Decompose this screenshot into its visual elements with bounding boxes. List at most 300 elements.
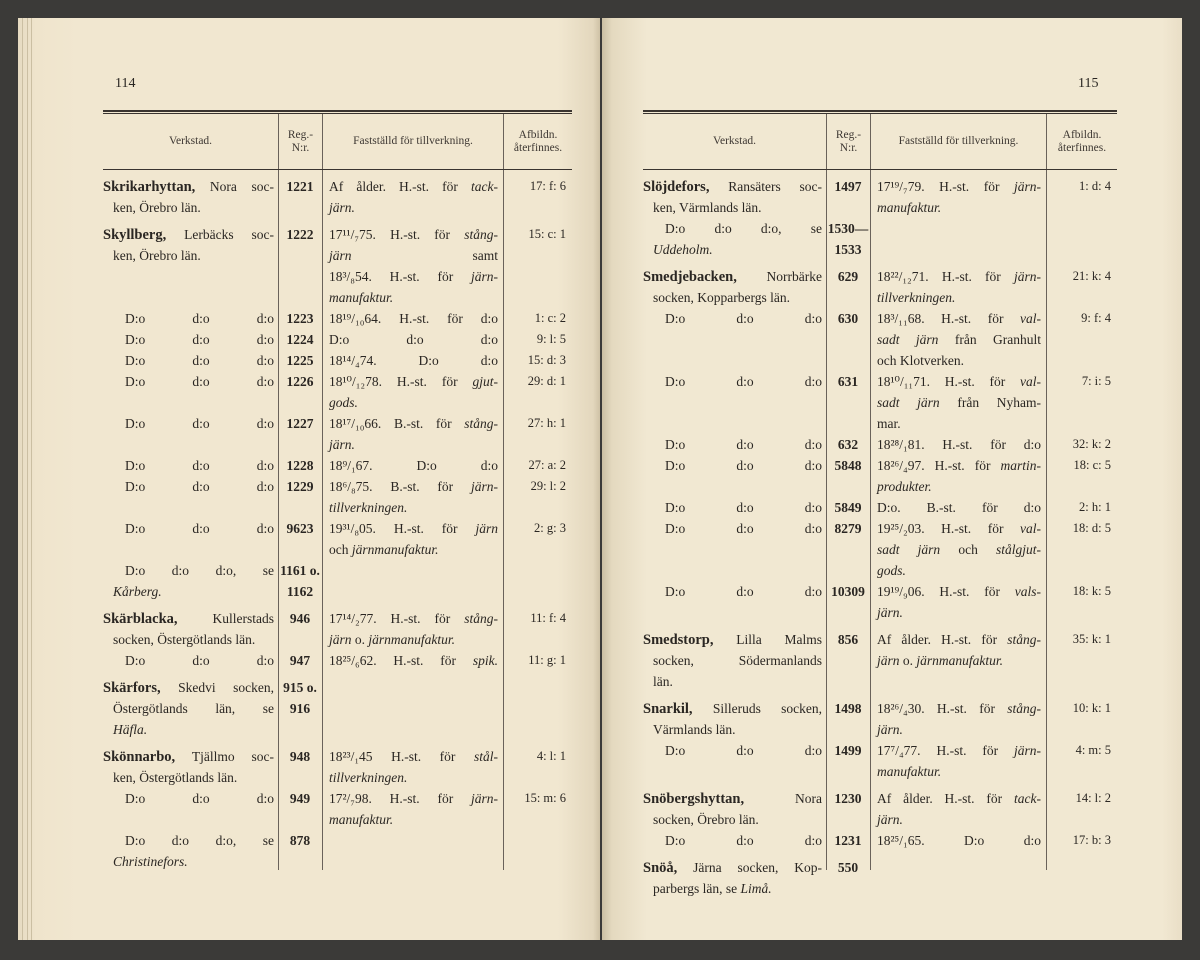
italic-text: järn. — [877, 812, 903, 827]
text-segment: Nora soc- — [195, 179, 274, 194]
approval-cell — [870, 788, 1046, 830]
text-line: 630 — [837, 311, 859, 326]
approval-cell — [322, 455, 503, 476]
italic-text: järn — [877, 653, 900, 668]
column-header-approved-for-label: Fastställd för tillverkning. — [898, 135, 1019, 147]
italic-text: järn — [475, 521, 498, 536]
italic-text: järnmanufaktur. — [916, 653, 1004, 668]
text-line: D:o d:o d:o — [125, 521, 274, 536]
text-segment: 18²⁶/₄97. H.-st. för — [877, 458, 1001, 473]
reg-no-cell — [826, 266, 870, 308]
text-segment: 17¹⁴/₂77. H.-st. för — [329, 611, 465, 626]
workshop-name: Snarkil, — [643, 701, 693, 717]
text-segment: Af ålder. H.-st. för — [877, 791, 1015, 806]
table-row — [643, 629, 1117, 692]
italic-text: järn. — [329, 200, 355, 215]
text-line — [870, 650, 1046, 671]
reg-no-cell — [826, 218, 870, 260]
reg-no-cell — [826, 371, 870, 434]
italic-text: tack- — [1014, 791, 1041, 806]
figure-ref-cell — [503, 413, 572, 455]
reg-no-cell — [278, 677, 322, 740]
figure-ref-cell — [503, 308, 572, 329]
reg-no-cell — [826, 518, 870, 581]
text-line — [870, 455, 1046, 476]
text-segment: Kullerstads — [177, 611, 274, 626]
text-line — [322, 413, 503, 434]
italic-text: järn- — [1014, 269, 1041, 284]
text-line — [322, 371, 503, 392]
italic-text: gods. — [877, 563, 906, 578]
text-line: 11: g: 1 — [528, 653, 566, 667]
workshop-name: Skyllberg, — [103, 227, 167, 243]
italic-text: val- — [1020, 311, 1041, 326]
table-row — [643, 218, 1117, 260]
reg-no-cell — [826, 434, 870, 455]
italic-text: tillverkningen. — [329, 500, 408, 515]
workshop-cell — [643, 455, 826, 497]
text-line: 9: f: 4 — [1081, 311, 1111, 325]
text-line — [322, 266, 503, 287]
approval-cell — [322, 413, 503, 455]
text-line: D:o d:o d:o, se — [665, 221, 822, 236]
text-line: D:o d:o d:o — [125, 332, 274, 347]
text-line: 550 — [837, 860, 859, 875]
text-line — [870, 602, 1046, 623]
text-line: D:o d:o d:o — [125, 416, 274, 431]
text-line: och Klotverken. — [877, 353, 964, 368]
text-line — [870, 176, 1046, 197]
workshop-cell — [103, 518, 278, 560]
workshop-cell — [103, 413, 278, 455]
text-line: 18¹⁴/₄74. D:o d:o — [329, 353, 498, 368]
column-header-reg-no-label: Reg.- N:r. — [835, 128, 862, 154]
table-row — [103, 371, 572, 413]
approval-cell — [322, 350, 503, 371]
text-line: 18⁹/₁67. D:o d:o — [329, 458, 498, 473]
text-line: 1498 — [834, 701, 862, 716]
text-line — [870, 197, 1046, 218]
italic-text: järn- — [471, 479, 498, 494]
workshop-cell — [643, 308, 826, 371]
approval-cell — [870, 857, 1046, 899]
text-line: 1162 — [286, 584, 314, 599]
text-line: Värmlands län. — [653, 722, 736, 737]
text-line: 8279 — [834, 521, 862, 536]
text-line: D:o d:o d:o — [125, 458, 274, 473]
text-line — [103, 677, 278, 698]
text-line: socken, Kopparbergs län. — [653, 290, 790, 305]
table-row — [643, 857, 1117, 899]
italic-text: Häfla. — [113, 722, 148, 737]
figure-ref-cell — [1046, 308, 1117, 371]
figure-ref-cell — [503, 608, 572, 650]
workshop-cell — [643, 497, 826, 518]
text-line: D:o d:o d:o — [125, 311, 274, 326]
italic-text: järn- — [1014, 179, 1041, 194]
text-line — [322, 650, 503, 671]
workshop-cell — [643, 518, 826, 581]
text-line — [322, 287, 503, 308]
text-line: D:o d:o d:o — [125, 374, 274, 389]
text-line: 21: k: 4 — [1072, 269, 1111, 283]
italic-text: val- — [1020, 374, 1041, 389]
approval-cell — [322, 224, 503, 308]
reg-no-cell — [826, 740, 870, 782]
text-line: 1499 — [834, 743, 862, 758]
column-header-figure-label: Afbildn. återfinnes. — [513, 128, 563, 154]
text-segment: 18¹⁰/₁₂78. H.-st. för — [329, 374, 473, 389]
reg-no-cell — [278, 650, 322, 671]
text-line: 10: k: 1 — [1072, 701, 1111, 715]
text-line: 948 — [289, 749, 311, 764]
text-segment: 19³¹/₈05. H.-st. för — [329, 521, 476, 536]
text-line: 29: d: 1 — [527, 374, 566, 388]
text-line: D:o d:o d:o — [665, 437, 822, 452]
workshop-cell — [643, 698, 826, 740]
text-line: 1222 — [286, 227, 314, 242]
text-line: 27: a: 2 — [528, 458, 566, 472]
table-row — [103, 308, 572, 329]
workshop-name: Snöbergshyttan, — [643, 791, 745, 807]
workshop-cell — [643, 629, 826, 692]
italic-text: stång- — [1007, 632, 1041, 647]
text-segment: och — [940, 542, 996, 557]
workshop-cell — [103, 560, 278, 602]
text-line — [870, 392, 1046, 413]
figure-ref-cell — [1046, 857, 1117, 899]
italic-text: gjut- — [472, 374, 498, 389]
italic-text: järnmanufaktur. — [351, 542, 439, 557]
text-segment: från Nyham- — [939, 395, 1041, 410]
reg-no-cell — [278, 560, 322, 602]
column-header-figure-label: Afbildn. återfinnes. — [1057, 128, 1107, 154]
figure-ref-cell — [503, 560, 572, 602]
italic-text: vals- — [1014, 584, 1041, 599]
column-header-workshop-label: Verkstad. — [168, 135, 213, 147]
text-line — [643, 698, 826, 719]
figure-ref-cell — [1046, 698, 1117, 740]
figure-ref-cell — [1046, 176, 1117, 218]
column-header-figure — [1046, 114, 1117, 169]
text-line — [103, 851, 278, 872]
text-segment: samt — [351, 248, 498, 263]
workshop-cell — [643, 266, 826, 308]
workshop-cell — [643, 740, 826, 782]
text-line: 1230 — [834, 791, 862, 806]
text-segment: Lerbäcks soc- — [166, 227, 274, 242]
approval-cell — [322, 476, 503, 518]
workshop-cell — [103, 224, 278, 308]
italic-text: gods. — [329, 395, 358, 410]
text-line — [322, 767, 503, 788]
workshop-cell — [643, 830, 826, 851]
text-line: 632 — [837, 437, 859, 452]
workshop-cell — [103, 830, 278, 872]
reg-no-cell — [278, 413, 322, 455]
text-line — [870, 371, 1046, 392]
text-line: D:o d:o d:o — [665, 311, 822, 326]
workshop-name: Smedstorp, — [643, 632, 714, 648]
text-line: D:o d:o d:o — [125, 353, 274, 368]
right-page — [602, 18, 1182, 940]
table-row — [103, 650, 572, 671]
text-line — [870, 329, 1046, 350]
text-line — [103, 608, 278, 629]
approval-cell — [870, 497, 1046, 518]
text-line: 915 o. — [283, 680, 317, 695]
text-line: 10309 — [831, 584, 865, 599]
text-line — [870, 266, 1046, 287]
table-rows — [643, 176, 1117, 899]
approval-cell — [870, 455, 1046, 497]
workshop-name: Skärfors, — [103, 680, 161, 696]
text-line: D:o d:o d:o — [665, 584, 822, 599]
text-line — [322, 518, 503, 539]
text-line: 27: h: 1 — [527, 416, 566, 430]
text-line — [322, 497, 503, 518]
workshop-cell — [103, 329, 278, 350]
workshop-cell — [643, 581, 826, 623]
italic-text: sadt järn — [877, 542, 941, 557]
table-row — [643, 581, 1117, 623]
text-line — [870, 761, 1046, 782]
workshop-cell — [103, 371, 278, 413]
text-segment: Silleruds socken, — [692, 701, 822, 716]
text-segment: 18²³/₁45 H.-st. för — [329, 749, 474, 764]
text-segment: Lilla Malms — [713, 632, 822, 647]
workshop-cell — [103, 308, 278, 329]
text-line: D:o d:o d:o, se — [125, 563, 274, 578]
column-header-workshop — [103, 114, 278, 169]
text-line: 1225 — [286, 353, 314, 368]
text-line: 15: c: 1 — [528, 227, 566, 241]
figure-ref-cell — [1046, 740, 1117, 782]
italic-text: stål- — [473, 749, 498, 764]
figure-ref-cell — [503, 830, 572, 872]
text-line: 629 — [837, 269, 859, 284]
page-edge — [27, 18, 28, 940]
table-row — [643, 497, 1117, 518]
text-line: 18²⁸/₁81. H.-st. för d:o — [877, 437, 1041, 452]
text-line: 916 — [289, 701, 311, 716]
table-row — [643, 698, 1117, 740]
workshop-cell — [103, 176, 278, 218]
reg-no-cell — [278, 176, 322, 218]
text-line: 949 — [289, 791, 311, 806]
approval-cell — [322, 560, 503, 602]
italic-text: järn. — [877, 722, 903, 737]
text-line: 11: f: 4 — [530, 611, 566, 625]
text-segment: 17¹¹/₇75. H.-st. för — [329, 227, 465, 242]
text-segment: 19²⁵/₂03. H.-st. för — [877, 521, 1020, 536]
italic-text: stång- — [464, 227, 498, 242]
text-line: D:o d:o d:o — [665, 743, 822, 758]
table-row — [103, 176, 572, 218]
figure-ref-cell — [1046, 455, 1117, 497]
text-line — [870, 539, 1046, 560]
workshop-name: Snöå, — [643, 860, 678, 876]
column-header-approved-for — [870, 114, 1046, 169]
figure-ref-cell — [503, 476, 572, 518]
text-line: 1533 — [834, 242, 862, 257]
workshop-cell — [103, 350, 278, 371]
table-row — [103, 830, 572, 872]
text-segment: o. — [351, 632, 369, 647]
reg-no-cell — [278, 329, 322, 350]
reg-no-cell — [278, 746, 322, 788]
text-segment: 17¹⁹/₇79. H.-st. för — [877, 179, 1014, 194]
text-line — [322, 224, 503, 245]
reg-no-cell — [278, 455, 322, 476]
text-segment: Norrbärke — [736, 269, 822, 284]
figure-ref-cell — [1046, 830, 1117, 851]
table-body — [103, 170, 572, 870]
italic-text: järn- — [471, 791, 498, 806]
table-row — [103, 476, 572, 518]
workshop-cell — [103, 476, 278, 518]
table-row — [643, 371, 1117, 434]
text-line: 15: m: 6 — [524, 791, 566, 805]
table-row — [643, 308, 1117, 371]
table-row — [103, 560, 572, 602]
text-line: 9623 — [286, 521, 314, 536]
text-line: 1229 — [286, 479, 314, 494]
text-line — [322, 476, 503, 497]
table-row — [643, 266, 1117, 308]
approval-cell — [322, 308, 503, 329]
reg-no-cell — [278, 608, 322, 650]
text-segment: 18²⁵/₆62. H.-st. för — [329, 653, 473, 668]
italic-text: Limå. — [740, 881, 772, 896]
table-row — [103, 677, 572, 740]
text-line: ken, Örebro län. — [113, 200, 201, 215]
text-line: D:o d:o d:o — [665, 833, 822, 848]
left-page — [18, 18, 600, 940]
text-line — [322, 539, 503, 560]
text-segment: 18³/₁₁68. H.-st. för — [877, 311, 1020, 326]
workshop-cell — [103, 455, 278, 476]
italic-text: manufaktur. — [877, 200, 942, 215]
italic-text: järn — [329, 632, 352, 647]
table-row — [103, 413, 572, 455]
text-line: 1226 — [286, 374, 314, 389]
text-line — [643, 266, 826, 287]
table-body — [643, 170, 1117, 896]
italic-text: stålgjut- — [995, 542, 1041, 557]
text-segment: från Granhult — [938, 332, 1041, 347]
table-row — [643, 455, 1117, 497]
workshop-name: Skärblacka, — [103, 611, 178, 627]
approval-cell — [870, 218, 1046, 260]
reg-no-cell — [826, 455, 870, 497]
text-line — [103, 176, 278, 197]
page-edge — [31, 18, 32, 940]
text-line: 17: f: 6 — [529, 179, 566, 193]
italic-text: martin- — [1000, 458, 1041, 473]
text-segment: 18¹⁷/₁₀66. B.-st. för — [329, 416, 465, 431]
approval-cell — [322, 371, 503, 413]
text-line: D:o. B.-st. för d:o — [877, 500, 1041, 515]
reg-no-cell — [826, 857, 870, 899]
figure-ref-cell — [503, 329, 572, 350]
reg-no-cell — [826, 629, 870, 692]
text-line: D:o d:o d:o — [125, 653, 274, 668]
text-line: 18: d: 5 — [1072, 521, 1111, 535]
text-line: 1228 — [286, 458, 314, 473]
figure-ref-cell — [503, 350, 572, 371]
text-line: 1: d: 4 — [1079, 179, 1111, 193]
approval-cell — [870, 266, 1046, 308]
text-segment: och — [329, 542, 352, 557]
text-segment: 18²⁶/₄30. H.-st. för — [877, 701, 1008, 716]
workshop-cell — [643, 371, 826, 434]
text-line — [322, 746, 503, 767]
workshop-cell — [643, 176, 826, 218]
text-segment: Af ålder. H.-st. för — [877, 632, 1008, 647]
figure-ref-cell — [503, 677, 572, 740]
text-line: 15: d: 3 — [527, 353, 566, 367]
text-line — [643, 176, 826, 197]
text-line: D:o d:o d:o — [125, 791, 274, 806]
table-row — [643, 176, 1117, 218]
text-segment: 19¹⁹/₉06. H.-st. för — [877, 584, 1015, 599]
text-line: 1497 — [834, 179, 862, 194]
approval-cell — [870, 740, 1046, 782]
italic-text: manufaktur. — [877, 764, 942, 779]
workshop-name: Skrikarhyttan, — [103, 179, 196, 195]
text-line: 5848 — [834, 458, 862, 473]
figure-ref-cell — [1046, 788, 1117, 830]
text-line — [870, 698, 1046, 719]
text-line: 946 — [289, 611, 311, 626]
table-row — [103, 455, 572, 476]
italic-text: tack- — [471, 179, 498, 194]
text-line: 17: b: 3 — [1072, 833, 1111, 847]
text-line — [870, 719, 1046, 740]
text-line — [870, 629, 1046, 650]
column-header-approved-for-label: Fastställd för tillverkning. — [353, 135, 473, 147]
reg-no-cell — [278, 371, 322, 413]
text-line: 5849 — [834, 500, 862, 515]
italic-text: järn. — [877, 605, 903, 620]
column-header-reg-no-label: Reg.- N:r. — [287, 128, 314, 154]
workshop-name: Smedjebacken, — [643, 269, 737, 285]
text-line — [322, 176, 503, 197]
text-line: D:o d:o d:o — [665, 458, 822, 473]
table-row — [643, 518, 1117, 581]
table-row — [643, 740, 1117, 782]
approval-cell — [870, 830, 1046, 851]
text-line: 631 — [837, 374, 859, 389]
approval-cell — [322, 608, 503, 650]
text-line: 32: k: 2 — [1072, 437, 1111, 451]
text-line: 18: c: 5 — [1073, 458, 1111, 472]
workshop-cell — [643, 218, 826, 260]
text-line — [322, 809, 503, 830]
text-line: D:o d:o d:o — [125, 479, 274, 494]
figure-ref-cell — [1046, 434, 1117, 455]
text-line: 29: l: 2 — [530, 479, 566, 493]
italic-text: sadt järn — [877, 395, 940, 410]
text-segment: Järna socken, Kop- — [677, 860, 822, 875]
text-segment: Ransäters soc- — [709, 179, 822, 194]
figure-ref-cell — [1046, 518, 1117, 581]
table-row — [643, 788, 1117, 830]
table-row — [103, 329, 572, 350]
table-row — [643, 434, 1117, 455]
figure-ref-cell — [1046, 218, 1117, 260]
